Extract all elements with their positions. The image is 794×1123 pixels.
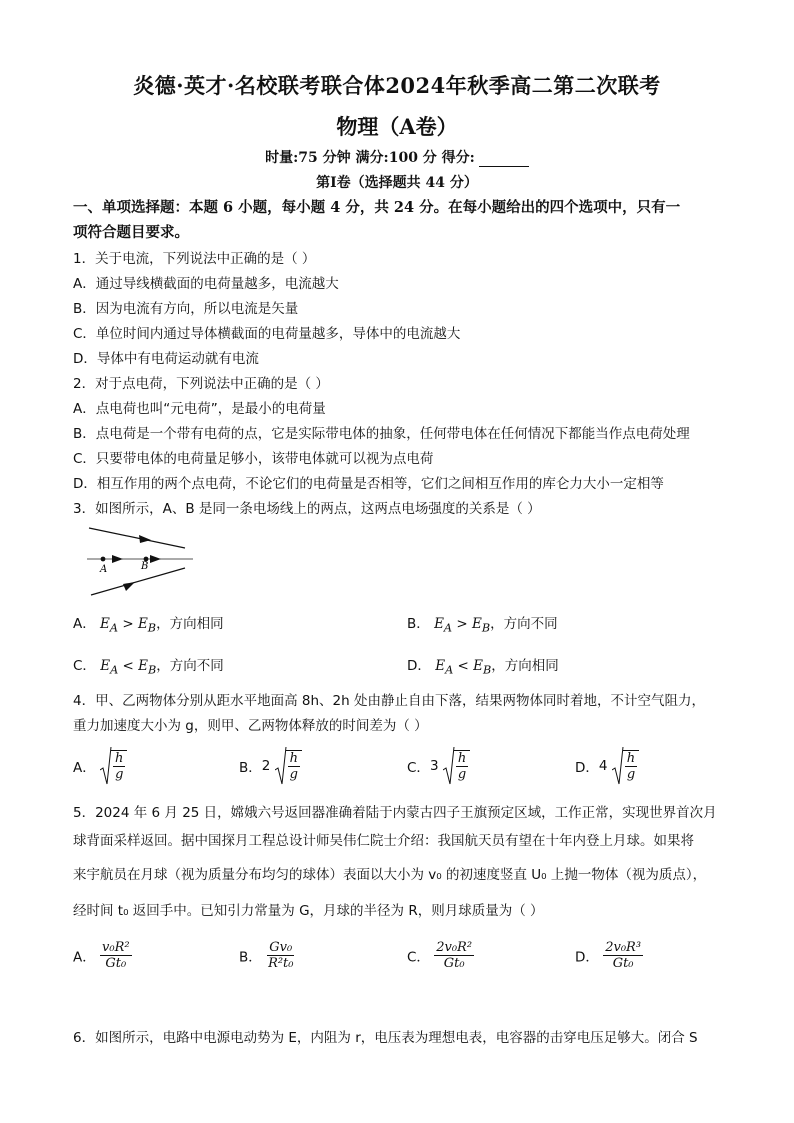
exam-title: 炎德·英才·名校联考联合体2024年秋季高二第二次联考 bbox=[133, 73, 661, 98]
sqrt-icon: $\frac{h}{g}$ bbox=[275, 746, 302, 786]
q3-figure-label-b: B bbox=[141, 561, 149, 572]
q5-option-d: D． $\frac{\text{2v₀R³}}{\text{Gt₀}}$ bbox=[575, 940, 642, 971]
section-heading-line2: 项符合题目要求。 bbox=[73, 224, 189, 241]
q2-option-a: A．点电荷也叫“元电荷”，是最小的电荷量 bbox=[73, 401, 326, 417]
q3-option-b: B． $E_A > E_B$，方向不同 bbox=[407, 616, 558, 635]
section-heading bbox=[73, 195, 733, 245]
q4-option-d: D．4 $\frac{h}{g}$ bbox=[575, 746, 639, 786]
sqrt-icon: $\frac{h}{g}$ bbox=[612, 746, 639, 786]
q1-stem: 1．关于电流，下列说法中正确的是（ ） bbox=[73, 251, 316, 267]
q2-option-d: D．相互作用的两个点电荷，不论它们的电荷量是否相等，它们之间相互作用的库仑力大小一定相等 bbox=[73, 476, 664, 492]
q4-option-a: A． $\frac{h}{g}$ bbox=[73, 746, 127, 786]
q5-option-b: B． $\frac{\text{Gv₀}}{\text{R²t₀}}$ bbox=[239, 940, 294, 971]
sqrt-icon: $\frac{h}{g}$ bbox=[100, 746, 127, 786]
q6-line1: 6．如图所示，电路中电源电动势为 E，内阻为 r，电压表为理想电表，电容器的击穿电压足够大。闭合 S bbox=[73, 1030, 698, 1046]
exam-meta bbox=[0, 147, 794, 167]
q5-line3: 来宇航员在月球（视为质量分布均匀的球体）表面以大小为 v₀ 的初速度竖直 U₀ 上抛一物体（视为质点）， bbox=[73, 867, 707, 883]
q1-option-d: D．导体中有电荷运动就有电流 bbox=[73, 351, 259, 367]
q3-option-a: A． $E_A > E_B$，方向相同 bbox=[73, 616, 224, 635]
q5-line2: 球背面采样返回。据中国探月工程总设计师吴伟仁院士介绍：我国航天员有望在十年内登上月球。如果将 bbox=[73, 833, 694, 849]
q3-stem: 3．如图所示，A、B 是同一条电场线上的两点，这两点电场强度的关系是（ ） bbox=[73, 501, 541, 517]
q2-option-b: B．点电荷是一个带有电荷的点，它是实际带电体的抽象，任何带电体在任何情况下都能当作点电荷处理 bbox=[73, 426, 690, 442]
q5-line4: 经时间 t₀ 返回手中。已知引力常量为 G，月球的半径为 R，则月球质量为（ ） bbox=[73, 903, 544, 919]
q5-option-a: A． $\frac{\text{v₀R²}}{\text{Gt₀}}$ bbox=[73, 940, 130, 971]
q3-option-d: D． $E_A < E_B$，方向相同 bbox=[407, 658, 559, 677]
q5-line1: 5．2024 年 6 月 25 日，嫦娥六号返回器准确着陆于内蒙古四子王旗预定区域，工作正常，实现世界首次月 bbox=[73, 805, 717, 821]
q3-field-line-figure bbox=[85, 522, 195, 600]
exam-subtitle: 物理（A卷） bbox=[336, 114, 458, 139]
part-heading: 第Ⅰ卷（选择题共 44 分） bbox=[316, 175, 478, 191]
q1-option-b: B．因为电流有方向，所以电流是矢量 bbox=[73, 301, 299, 317]
section-heading-line1: 一、单项选择题：本题 6 小题，每小题 4 分，共 24 分。在每小题给出的四个选项中，只有一 bbox=[73, 199, 681, 216]
q3-figure-label-a: A bbox=[100, 564, 108, 575]
q4-line1: 4．甲、乙两物体分别从距水平地面高 8h、2h 处由静止自由下落，结果两物体同时着地，不计空气阻力， bbox=[73, 693, 705, 709]
q2-option-c: C．只要带电体的电荷量足够小，该带电体就可以视为点电荷 bbox=[73, 451, 434, 467]
q4-option-b: B．2 $\frac{h}{g}$ bbox=[239, 746, 302, 786]
q2-stem: 2．对于点电荷，下列说法中正确的是（ ） bbox=[73, 376, 329, 392]
score-blank[interactable] bbox=[479, 152, 529, 167]
q1-option-c: C．单位时间内通过导体横截面的电荷量越多，导体中的电流越大 bbox=[73, 326, 461, 342]
q4-line2: 重力加速度大小为 g，则甲、乙两物体释放的时间差为（ ） bbox=[73, 718, 428, 734]
q1-option-a: A．通过导线横截面的电荷量越多，电流越大 bbox=[73, 276, 339, 292]
q4-option-c: C．3 $\frac{h}{g}$ bbox=[407, 746, 470, 786]
q3-option-c: C． $E_A < E_B$，方向不同 bbox=[73, 658, 224, 677]
exam-meta-text: 时量:75 分钟 满分:100 分 得分: bbox=[265, 150, 475, 166]
sqrt-icon: $\frac{h}{g}$ bbox=[443, 746, 470, 786]
q5-option-c: C． $\frac{\text{2v₀R²}}{\text{Gt₀}}$ bbox=[407, 940, 473, 971]
